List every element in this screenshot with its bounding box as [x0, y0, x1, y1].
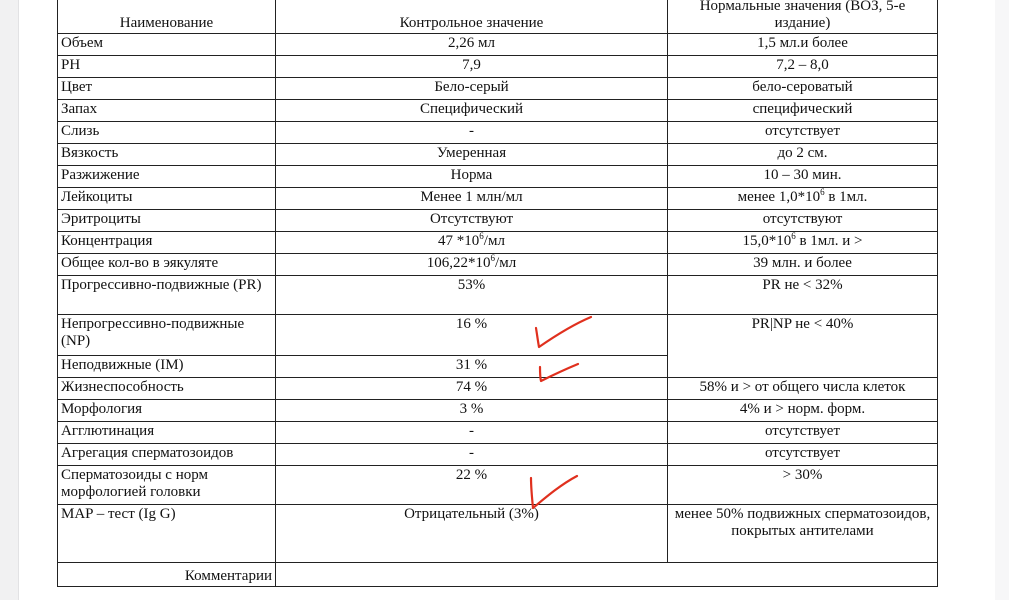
table-row: [58, 144, 938, 166]
table-row: [58, 315, 938, 356]
table-row: [58, 78, 938, 100]
row-control: 74 %: [276, 378, 668, 400]
table-row: [58, 166, 938, 188]
table-row: [58, 444, 938, 466]
table-row: [58, 378, 938, 400]
row-name: Общее кол-во в эякуляте: [58, 254, 276, 276]
row-normal: 1,5 мл.и более: [668, 34, 938, 56]
row-control: 53%: [276, 276, 668, 315]
row-control: Менее 1 млн/мл: [276, 188, 668, 210]
page-right-edge: [995, 0, 1009, 600]
comments-row: [58, 563, 938, 587]
row-name: Сперматозоиды с норм морфологией головки: [58, 466, 276, 505]
row-normal: отсутствует: [668, 122, 938, 144]
row-normal: 7,2 – 8,0: [668, 56, 938, 78]
row-normal: 58% и > от общего числа клеток: [668, 378, 938, 400]
table-row: [58, 100, 938, 122]
row-normal: PR не < 32%: [668, 276, 938, 315]
row-control: 2,26 мл: [276, 34, 668, 56]
row-name: Жизнеспособность: [58, 378, 276, 400]
table-row: [58, 232, 938, 254]
table-row: [58, 422, 938, 444]
row-normal: отсутствуют: [668, 210, 938, 232]
table-row: [58, 466, 938, 505]
row-normal: менее $1,0*10^6$ в 1мл.: [668, 188, 938, 210]
row-control: -: [276, 422, 668, 444]
table-row: [58, 56, 938, 78]
row-normal: специфический: [668, 100, 938, 122]
row-control: 16 %: [276, 315, 668, 356]
row-normal: отсутствует: [668, 444, 938, 466]
row-name: Эритроциты: [58, 210, 276, 232]
row-control: -: [276, 444, 668, 466]
row-control: -: [276, 122, 668, 144]
header-name: Наименование: [58, 0, 276, 34]
row-normal: 4% и > норм. форм.: [668, 400, 938, 422]
row-name: Разжижение: [58, 166, 276, 188]
row-name: Слизь: [58, 122, 276, 144]
row-name: Агглютинация: [58, 422, 276, 444]
row-control: 31 %: [276, 356, 668, 378]
row-control: Отсутствуют: [276, 210, 668, 232]
table-row: [58, 34, 938, 56]
row-control: 3 %: [276, 400, 668, 422]
row-normal: $15,0*10^6$ в 1мл. и >: [668, 232, 938, 254]
table-row: [58, 505, 938, 563]
row-name: Цвет: [58, 78, 276, 100]
row-control: Отрицательный (3%): [276, 505, 668, 563]
row-name: Морфология: [58, 400, 276, 422]
row-normal: 39 млн. и более: [668, 254, 938, 276]
row-control: $106,22*10^6/мл$: [276, 254, 668, 276]
row-control: 7,9: [276, 56, 668, 78]
row-control: 47 $*10^6/мл$: [276, 232, 668, 254]
row-name: PH: [58, 56, 276, 78]
table-row: [58, 254, 938, 276]
row-normal: менее 50% подвижных сперматозоидов, покрытых антителами: [668, 505, 938, 563]
table-row: [58, 400, 938, 422]
row-normal: отсутствует: [668, 422, 938, 444]
row-normal: бело-сероватый: [668, 78, 938, 100]
row-control: Умеренная: [276, 144, 668, 166]
row-normal: до 2 см.: [668, 144, 938, 166]
row-name: Объем: [58, 34, 276, 56]
row-control: Бело-серый: [276, 78, 668, 100]
row-control: Норма: [276, 166, 668, 188]
table-header-row: [58, 0, 938, 34]
comments-label: Комментарии: [58, 563, 276, 587]
row-normal: > 30%: [668, 466, 938, 505]
row-name: Лейкоциты: [58, 188, 276, 210]
table-row: [58, 276, 938, 315]
row-name: Запах: [58, 100, 276, 122]
table-row: [58, 122, 938, 144]
row-normal: PR|NP не < 40%: [668, 315, 938, 378]
row-name: Неподвижные (IM): [58, 356, 276, 378]
row-control: 22 %: [276, 466, 668, 505]
table-row: [58, 210, 938, 232]
results-table: [57, 0, 938, 587]
header-control: Контрольное значение: [276, 0, 668, 34]
comments-value: [276, 563, 938, 587]
row-name: Непрогрессивно-подвижные (NP): [58, 315, 276, 356]
page-left-edge: [0, 0, 19, 600]
row-name: MAP – тест (Ig G): [58, 505, 276, 563]
row-name: Концентрация: [58, 232, 276, 254]
row-name: Прогрессивно-подвижные (PR): [58, 276, 276, 315]
row-normal: 10 – 30 мин.: [668, 166, 938, 188]
table-row: [58, 188, 938, 210]
row-control: Специфический: [276, 100, 668, 122]
row-name: Вязкость: [58, 144, 276, 166]
header-normal: Нормальные значения (ВОЗ, 5-е издание): [668, 0, 938, 34]
row-name: Агрегация сперматозоидов: [58, 444, 276, 466]
